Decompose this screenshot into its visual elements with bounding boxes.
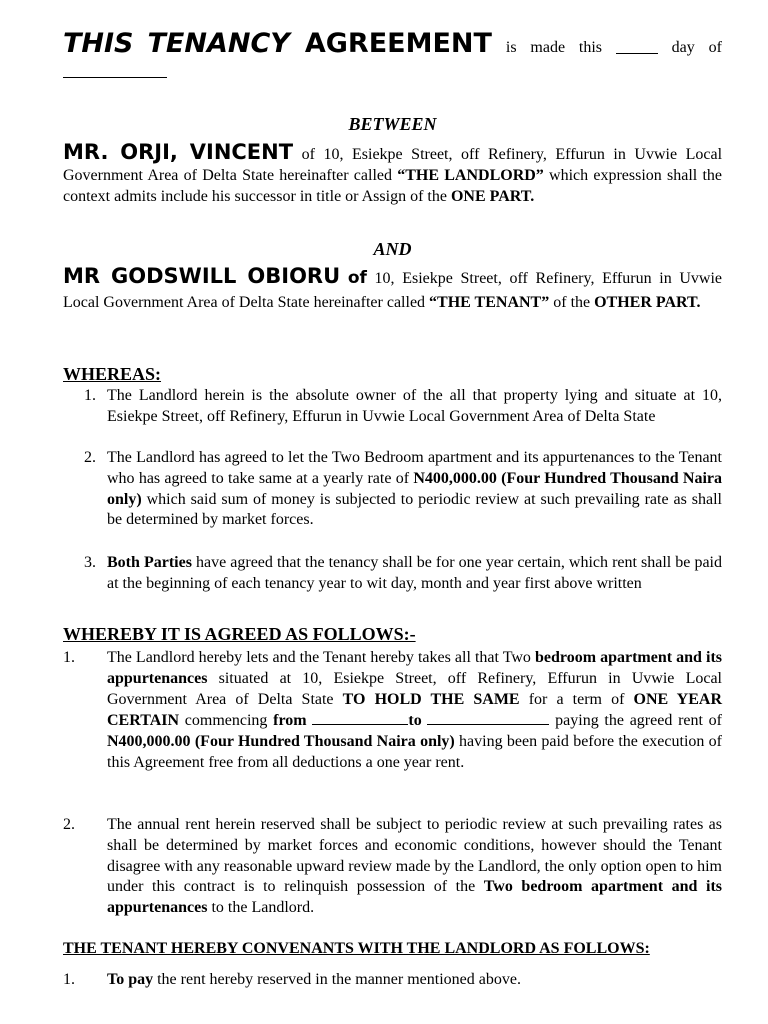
whereas-item-1-num: 1. <box>84 387 96 404</box>
start-date-blank <box>312 710 408 725</box>
whereas-item-2-num: 2. <box>84 449 96 466</box>
title-made-line: is made this day of <box>505 39 722 56</box>
title-tenancy: TENANCY <box>147 28 290 59</box>
landlord-label: “THE LANDLORD” <box>397 166 544 184</box>
tenant-label: “THE TENANT” <box>429 294 550 311</box>
title-this: THIS <box>63 28 134 59</box>
whereas-item-1: The Landlord herein is the absolute owner of the all that property lying and situate at 10, Esiekpe Street, off Refinery, Effurun in Uvwie Local Government Area of Delta State <box>107 387 722 425</box>
agreed-item-1: The Landlord hereby lets and the Tenant hereby takes all that Two bedroom apartment and its appurtenances situated at 10, Esiekpe Street, off Refinery, Effurun in Uvwie Local Government Area of Delta State TO HOLD THE SAME for a term of ONE YEAR CERTAIN commencing from to paying the agreed rent of N400,000.00 (Four Hundred Thousand Naira only) having been paid before the execution of this Agreement free from all deductions a one year rent. <box>107 649 723 771</box>
whereas-heading: WHEREAS: <box>63 364 162 384</box>
and-heading: AND <box>373 239 412 259</box>
tenant-name: MR GODSWILL OBIORU <box>63 264 341 288</box>
date-blank <box>63 62 167 78</box>
whereas-item-3-num: 3. <box>84 554 96 571</box>
tenant-paragraph: MR GODSWILL OBIORU of 10, Esiekpe Street, off Refinery, Effurun in Uvwie Local Government Area of Delta State hereinafter called “THE TENANT” of the OTHER PART. <box>63 264 723 311</box>
covenant-item-1-num: 1. <box>63 971 75 988</box>
between-heading: BETWEEN <box>348 114 437 134</box>
day-blank <box>616 39 658 54</box>
agreed-item-2-num: 2. <box>63 816 75 833</box>
covenants-heading: THE TENANT HEREBY CONVENANTS WITH THE LANDLORD AS FOLLOWS: <box>63 940 650 957</box>
landlord-name: MR. ORJI, VINCENT <box>63 140 294 164</box>
title-agreement: AGREEMENT <box>304 28 492 59</box>
whereas-item-3: Both Parties have agreed that the tenancy shall be for one year certain, which rent shall be paid at the beginning of each tenancy year to wit day, month and year first above written <box>107 554 722 592</box>
agreement-title <box>63 28 722 59</box>
agreed-heading: WHEREBY IT IS AGREED AS FOLLOWS:- <box>63 624 416 644</box>
end-date-blank <box>427 710 549 725</box>
covenant-item-1: To pay the rent hereby reserved in the manner mentioned above. <box>107 971 521 988</box>
whereas-item-2: The Landlord has agreed to let the Two Bedroom apartment and its appurtenances to the Tenant who has agreed to take same at a yearly rate of N400,000.00 (Four Hundred Thousand Naira only) which said sum of money is subjected to periodic review at such prevailing rate as shall be determined by market forces. <box>107 449 723 529</box>
landlord-paragraph: MR. ORJI, VINCENT of 10, Esiekpe Street, off Refinery, Effurun in Uvwie Local Government Area of Delta State hereinafter called “THE LANDLORD” which expression shall the context admits include his successor in title or Assign of the ONE PART. <box>63 140 723 205</box>
agreed-item-2: The annual rent herein reserved shall be subject to periodic review at such prevailing rates as shall be determined by market forces and economic conditions, however should the Tenant disagree with any reasonable upward review made by the Landlord, the only option open to him under this contract is to relinquish possession of the Two bedroom apartment and its appurtenances to the Landlord. <box>107 816 723 917</box>
agreed-item-1-num: 1. <box>63 649 75 666</box>
